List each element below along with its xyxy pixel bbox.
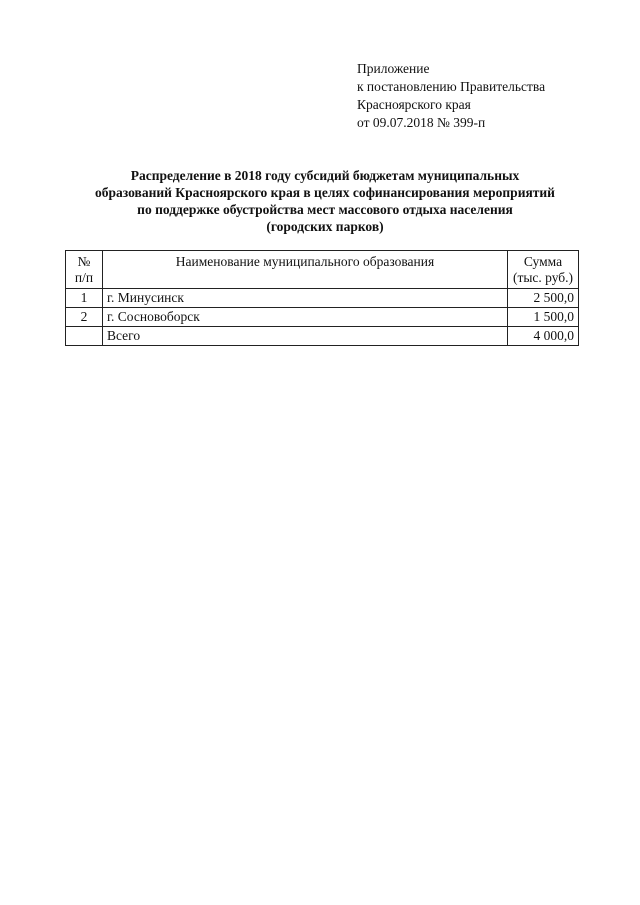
total-sum: 4 000,0 bbox=[508, 327, 579, 346]
total-label: Всего bbox=[103, 327, 508, 346]
title-line: образований Красноярского края в целях софинансирования мероприятий bbox=[95, 185, 555, 200]
title-line: Распределение в 2018 году субсидий бюджетам муниципальных bbox=[130, 168, 520, 183]
appendix-header bbox=[357, 60, 545, 132]
header-num-line1: № bbox=[77, 254, 91, 269]
table-header-row bbox=[66, 251, 579, 289]
header-sum-line1: Сумма bbox=[523, 254, 563, 269]
row-sum: 2 500,0 bbox=[508, 289, 579, 308]
document-title bbox=[90, 167, 560, 235]
appendix-line: Приложение bbox=[357, 61, 430, 76]
row-num: 1 bbox=[66, 289, 103, 308]
row-name: г. Сосновоборск bbox=[103, 308, 508, 327]
row-sum: 1 500,0 bbox=[508, 308, 579, 327]
title-line: (городских парков) bbox=[266, 219, 384, 234]
header-num bbox=[66, 251, 103, 289]
header-sum-line2: (тыс. руб.) bbox=[512, 270, 574, 285]
row-name: г. Минусинск bbox=[103, 289, 508, 308]
header-sum bbox=[508, 251, 579, 289]
appendix-line: Красноярского края bbox=[357, 97, 471, 112]
table-total-row bbox=[66, 327, 579, 346]
header-name: Наименование муниципального образования bbox=[103, 251, 508, 289]
row-num bbox=[66, 327, 103, 346]
appendix-line: от 09.07.2018 № 399-п bbox=[357, 115, 486, 130]
table-row bbox=[66, 308, 579, 327]
table-row bbox=[66, 289, 579, 308]
appendix-line: к постановлению Правительства bbox=[357, 79, 546, 94]
header-num-line2: п/п bbox=[74, 270, 94, 285]
subsidy-table bbox=[65, 250, 579, 346]
title-line: по поддержке обустройства мест массового отдыха населения bbox=[137, 202, 513, 217]
row-num: 2 bbox=[66, 308, 103, 327]
